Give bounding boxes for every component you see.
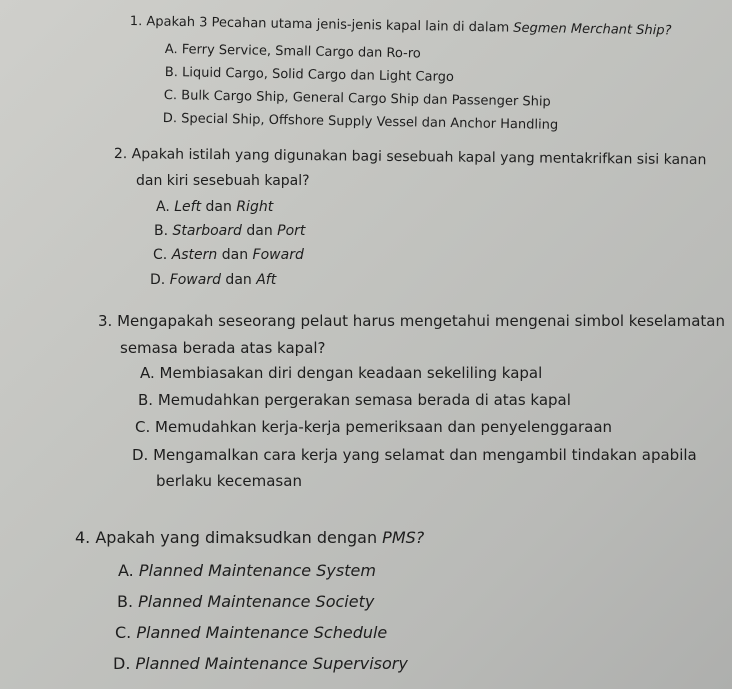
- option-term: Aft: [256, 272, 277, 288]
- option-1d: [163, 111, 559, 133]
- question-3: [98, 312, 725, 330]
- option-2a: [156, 199, 273, 215]
- option-text: Mengamalkan cara kerja yang selamat dan mengambil tindakan apabila: [153, 446, 697, 464]
- question-2: [114, 146, 707, 168]
- option-term: Foward: [169, 272, 221, 288]
- option-conj: dan: [220, 272, 257, 288]
- option-1c: [164, 88, 551, 110]
- option-term: Astern: [171, 247, 218, 263]
- option-text: Ferry Service, Small Cargo dan Ro-ro: [181, 42, 421, 62]
- option-term: Foward: [252, 247, 304, 263]
- option-letter: C.: [135, 418, 151, 436]
- option-2d: [150, 272, 276, 288]
- option-term: Port: [277, 223, 306, 239]
- option-letter: D.: [150, 272, 166, 288]
- question-text-italic: Segmen Merchant Ship?: [513, 20, 672, 39]
- option-1b: [165, 65, 454, 85]
- option-4d: [113, 654, 408, 673]
- option-text: Membiasakan diri dengan keadaan sekeliling kapal: [159, 364, 543, 382]
- option-letter: A.: [140, 364, 155, 382]
- option-text: Planned Maintenance Society: [138, 592, 375, 611]
- question-3-line2: semasa berada atas kapal?: [120, 339, 326, 357]
- option-3c: [135, 418, 612, 436]
- question-4: [75, 528, 424, 547]
- option-term: Starboard: [172, 223, 242, 239]
- option-text: Liquid Cargo, Solid Cargo dan Light Cargo: [181, 65, 454, 86]
- question-text: Apakah yang dimaksudkan dengan: [95, 528, 383, 547]
- option-letter: C.: [153, 247, 168, 263]
- question-text: Apakah istilah yang digunakan bagi sesebuah kapal yang mentakrifkan sisi kanan: [131, 146, 707, 169]
- option-4c: [115, 623, 387, 642]
- option-text: Special Ship, Offshore Supply Vessel dan Anchor Handling: [181, 111, 559, 133]
- question-text-italic: PMS?: [382, 528, 425, 547]
- option-text: Memudahkan kerja-kerja pemeriksaan dan penyelenggaraan: [155, 418, 613, 436]
- option-3d: [132, 446, 697, 464]
- question-text: Mengapakah seseorang pelaut harus mengetahui mengenai simbol keselamatan: [117, 312, 725, 330]
- option-4b: [117, 592, 374, 611]
- option-letter: C.: [163, 88, 178, 104]
- question-number: 2.: [113, 146, 128, 163]
- option-letter: B.: [154, 223, 169, 239]
- option-letter: A.: [156, 199, 170, 215]
- option-letter: A.: [164, 42, 178, 58]
- question-number: 4.: [75, 528, 91, 547]
- question-2-line2: dan kiri sesebuah kapal?: [136, 173, 310, 189]
- question-text: Apakah 3 Pecahan utama jenis-jenis kapal lain di dalam: [146, 14, 514, 36]
- option-text: Planned Maintenance Supervisory: [135, 654, 408, 673]
- option-4a: [118, 561, 376, 580]
- option-3d-line2: berlaku kecemasan: [156, 472, 302, 490]
- option-2c: [153, 247, 304, 263]
- option-letter: C.: [115, 623, 132, 642]
- option-3b: [138, 391, 571, 409]
- option-letter: B.: [117, 592, 134, 611]
- option-letter: B.: [138, 391, 154, 409]
- question-1: [130, 14, 672, 38]
- option-letter: A.: [118, 561, 134, 580]
- option-text: Planned Maintenance Schedule: [136, 623, 388, 642]
- option-term: Left: [174, 199, 202, 215]
- question-number: 1.: [129, 14, 143, 30]
- option-text: Planned Maintenance System: [138, 561, 376, 580]
- option-letter: D.: [113, 654, 131, 673]
- option-conj: dan: [201, 199, 237, 215]
- option-term: Right: [236, 199, 274, 215]
- option-text: Memudahkan pergerakan semasa berada di atas kapal: [157, 391, 571, 409]
- option-1a: [165, 42, 421, 61]
- option-conj: dan: [241, 223, 278, 239]
- option-text: Bulk Cargo Ship, General Cargo Ship dan Passenger Ship: [181, 88, 551, 110]
- option-letter: B.: [164, 65, 179, 81]
- option-2b: [154, 223, 305, 239]
- question-number: 3.: [98, 312, 113, 330]
- option-3a: [140, 364, 542, 382]
- option-conj: dan: [217, 247, 253, 263]
- option-letter: D.: [132, 446, 149, 464]
- option-letter: D.: [162, 111, 178, 127]
